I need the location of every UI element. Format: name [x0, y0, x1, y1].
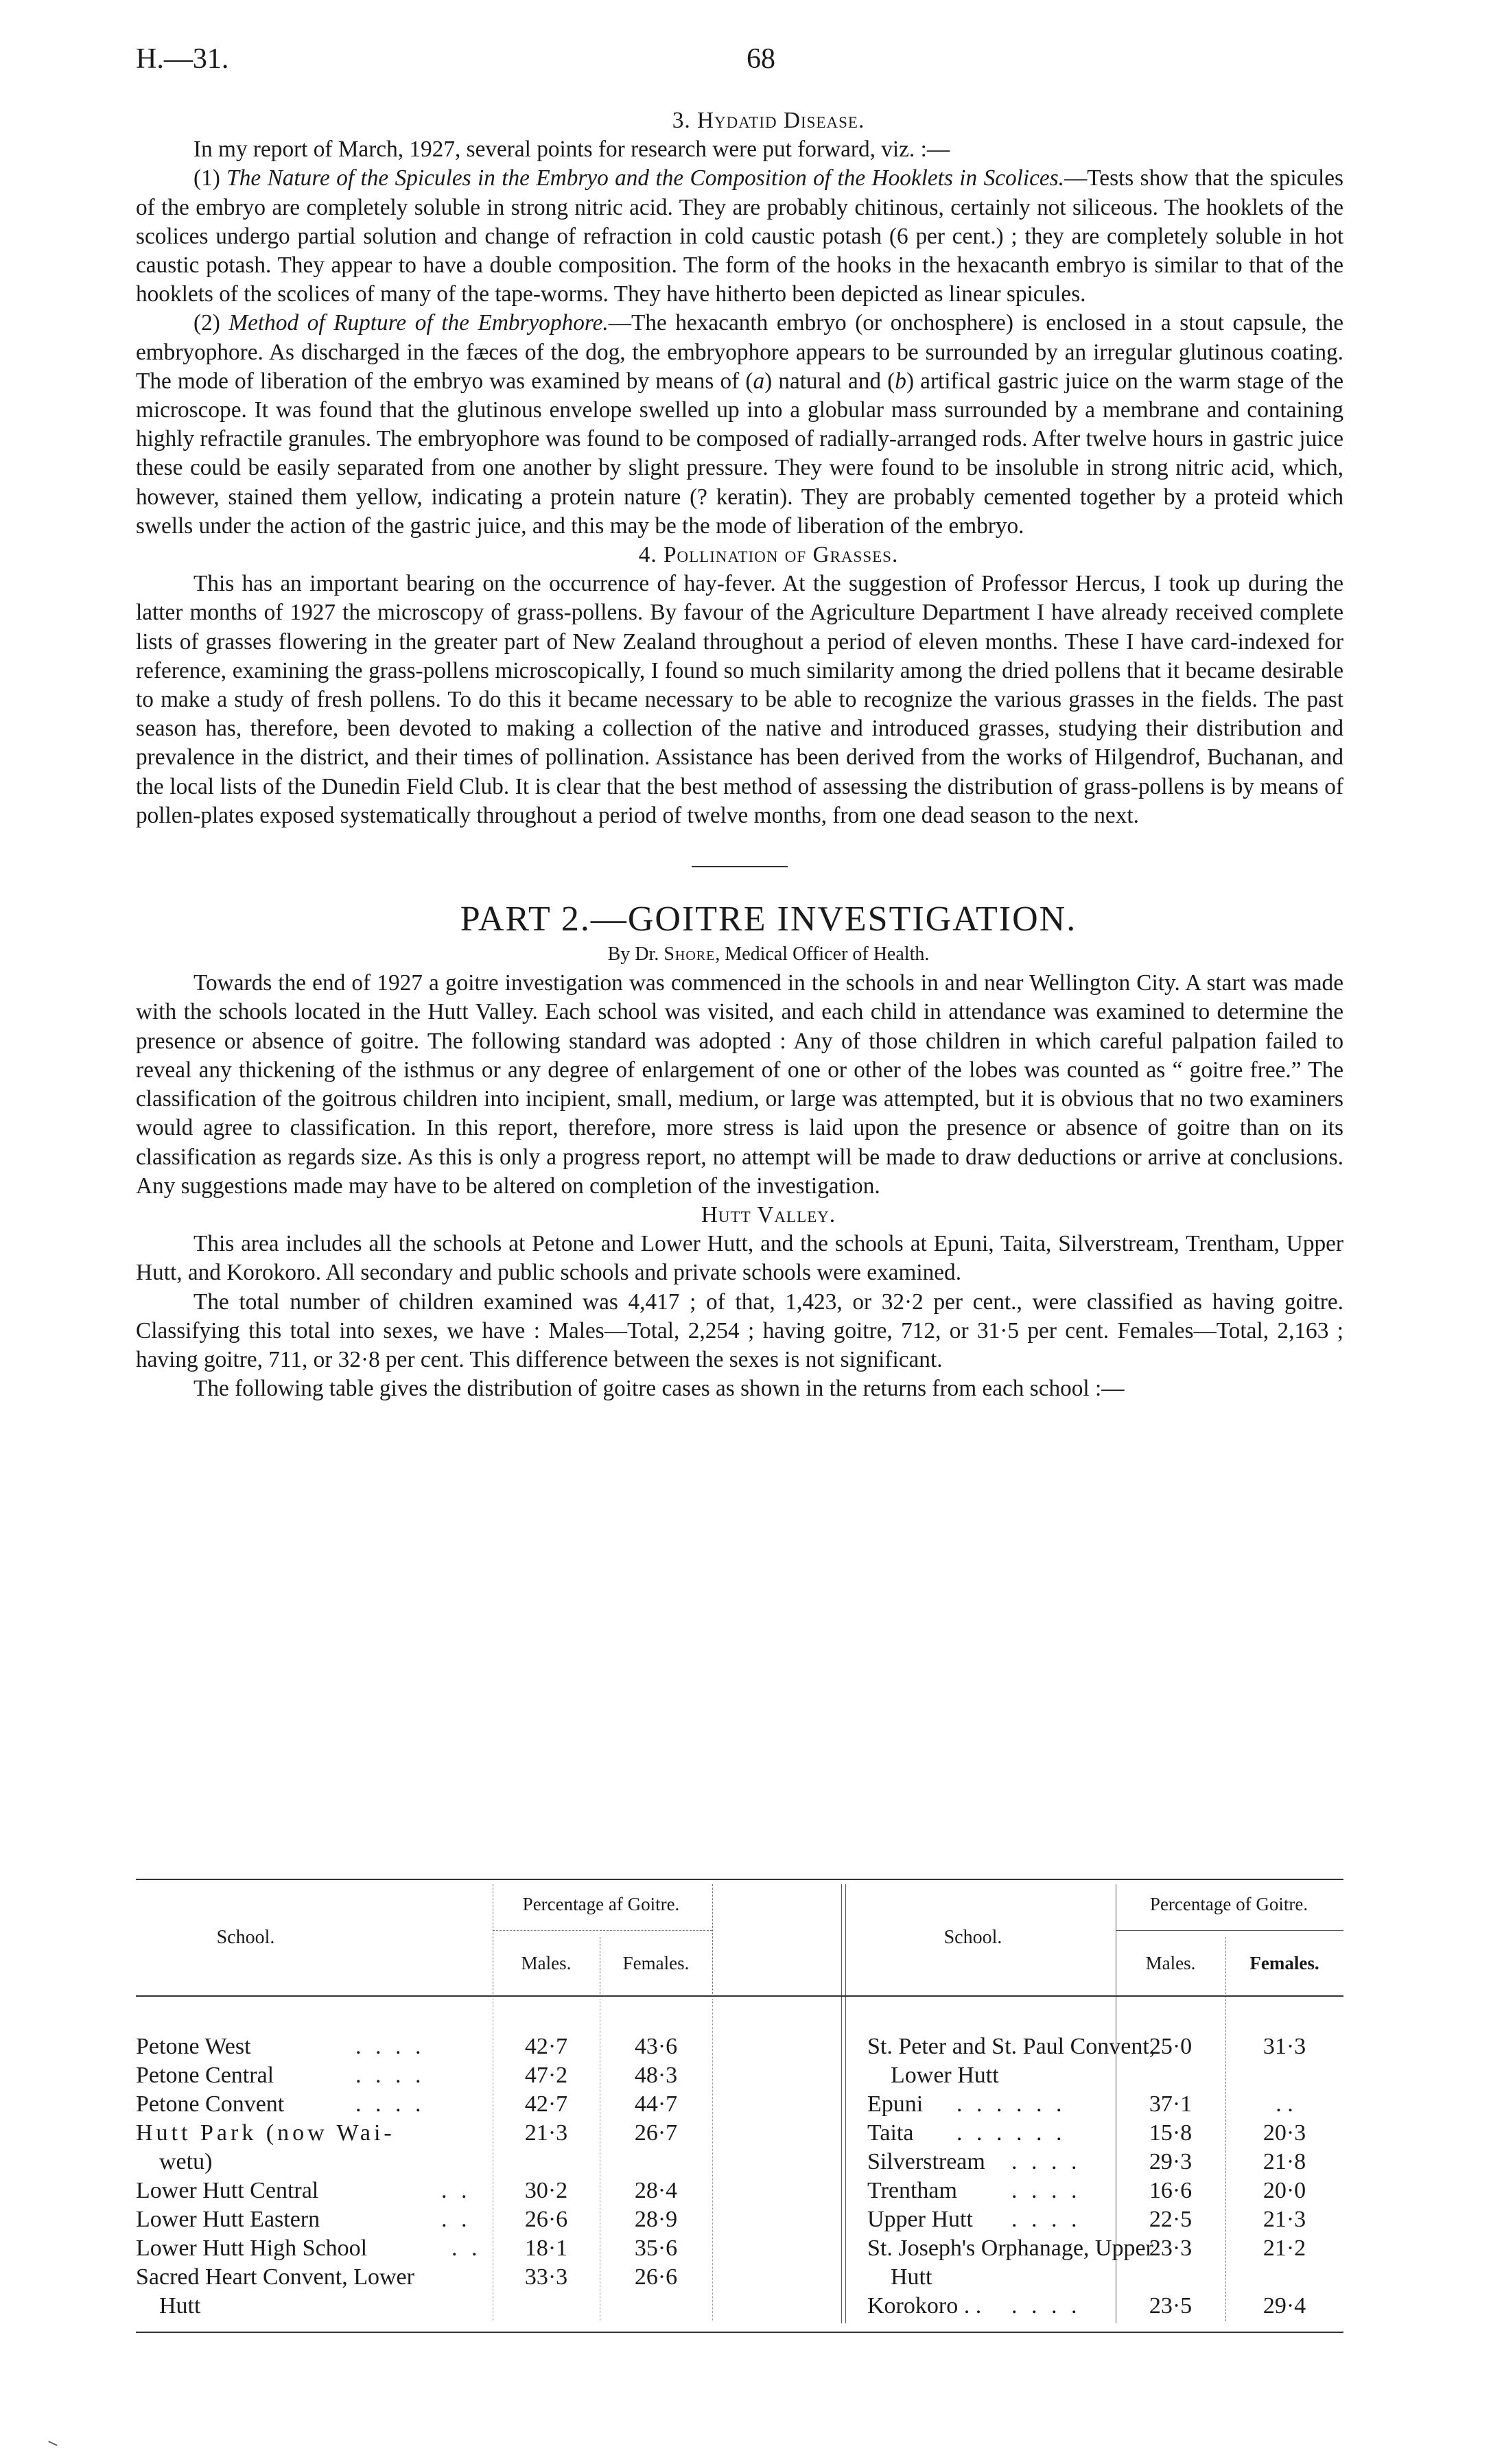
school-name: Epuni [867, 2091, 924, 2117]
school-name: Petone Convent [136, 2091, 285, 2117]
females-value: 31·3 [1263, 2034, 1306, 2059]
school-name: Lower Hutt Central [136, 2178, 319, 2203]
school-name: Upper Hutt [867, 2207, 973, 2232]
point-2-text-a: —The hexacanth embryo (or onchosphere) is enclosed in a stout capsule, the embryophore. As discharged in the fæces of the dog, the embryophore appears to be surrounded by an irregular glutinous coating. The mode of liberation of the embryo was examined by means of ( [136, 310, 1343, 394]
point-1-text: —Tests show that the spicules of the embryo are completely soluble in strong nitric acid. They are probably chitinous, certainly not siliceous. The hooklets of the scolices undergo partial solution and change of refraction in cold caustic potash (6 per cent.) ; they are completely soluble in hot caustic potash. They appear to have a double composition. The form of the hooks in the hexacanth embryo is similar to that of the hooklets of the scolices of many of the tape-worms. They have hitherto been depicted as linear spicules. [136, 165, 1344, 307]
page-header [136, 43, 1343, 84]
table-bottom-rule [136, 2332, 1343, 2333]
report-reference: H.—31. [136, 43, 229, 75]
males-value: 25·0 [1149, 2034, 1193, 2059]
females-value: 20·3 [1263, 2120, 1306, 2146]
left-males-header: Males. [521, 1953, 572, 1973]
school-name: Petone Central [136, 2063, 274, 2088]
school-name: Taita [867, 2120, 914, 2146]
point-2-number: (2) [193, 310, 229, 336]
school-name: Hutt [159, 2293, 201, 2319]
page-number: 68 [747, 43, 775, 75]
males-value: 42·7 [524, 2091, 568, 2117]
females-value: 26·6 [634, 2264, 678, 2290]
school-name: Korokoro . . [867, 2293, 982, 2319]
leader-dots: . . . . [1011, 2149, 1081, 2174]
body-text [136, 106, 1343, 1403]
females-value: 44·7 [634, 2091, 678, 2117]
school-name: Trentham [867, 2178, 957, 2203]
left-pct-subrule [493, 1930, 712, 1931]
right-school-header: School. [943, 1927, 1002, 1948]
right-gender-divider [1225, 1937, 1226, 2321]
leader-dots: . . . . . . [956, 2091, 1066, 2117]
males-value: 33·3 [524, 2264, 568, 2290]
school-name: St. Peter and St. Paul Convent, [867, 2034, 1155, 2059]
byline [136, 940, 1343, 969]
point-2-text-c: ) artifical gastric juice on the warm stage of the microscope. It was found that the glutinous envelope swelled up into a globular mass surrounded by a membrane and containing highly refractile granules. The embryophore was found to be composed of radially-arranged rods. After twelve hours in gastric juice these could be easily separated from one another by slight pressure. They were found to be insoluble in strong nitric acid, which, however, stained them yellow, indicating a protein nature (? keratin). They are probably cemented together by a proteid which swells under the action of the gastric juice, and this may be the mode of liberation of the embryo. [136, 368, 1344, 539]
left-pct-header: Percentage af Goitre. [522, 1894, 680, 1914]
table-top-rule [136, 1879, 1343, 1880]
section-heading-hutt-valley: Hutt Valley. [701, 1201, 836, 1228]
pollination-text: This has an important bearing on the occurrence of hay-fever. At the suggestion of Professor Hercus, I took up during the latter months of 1927 the microscopy of grass-pollens. By favour of the Agriculture Department I have already received complete lists of grasses flowering in the greater part of New Zealand throughout a period of eleven months. These I have card-indexed for reference, examining the grass-pollens microscopically, I found so much similarity among the dried pollens that it became desirable to make a study of fresh pollens. To do this it became necessary to be able to recognize the various grasses in the fields. The past season has, therefore, been devoted to making a collection of the native and introduced grasses, studying their distribution and prevalence in the district, and their times of pollination. Assistance has been derived from the works of Hilgendrof, Buchanan, and the local lists of the Dunedin Field Club. It is clear that the best method of assessing the distribution of grass-pollens is by means of pollen-plates exposed systematically throughout a period of twelve months, from one dead season to the next. [136, 571, 1343, 828]
point-1-number: (1) [193, 165, 227, 191]
females-value: 28·9 [634, 2207, 678, 2232]
school-name: Lower Hutt Eastern [136, 2207, 320, 2232]
school-name: Lower Hutt High School [136, 2236, 368, 2261]
males-value: 29·3 [1149, 2149, 1193, 2174]
leader-dots: . . . . [1011, 2178, 1081, 2203]
goitre-table [136, 1879, 1343, 2325]
females-value: 21·2 [1263, 2236, 1306, 2261]
school-name: Hutt Park (now Wai- [136, 2120, 395, 2146]
hydatid-point-2 [136, 309, 1343, 541]
females-value: 29·4 [1263, 2293, 1306, 2319]
hydatid-intro: In my report of March, 1927, several points for research were put forward, viz. :— [193, 137, 950, 163]
leader-dots: . . [451, 2236, 482, 2261]
school-name: Silverstream [867, 2149, 985, 2174]
point-2-title: Method of Rupture of the Embryophore. [228, 310, 609, 336]
hutt-paragraph-2: The total number of children examined was 4,417 ; of that, 1,423, or 32·2 per cent., were classified as having goitre. Classifying this total into sexes, we have : Males—Total, 2,254 ; having goitre, 712, or 31·5 per cent. Females—Total, 2,163 ; having goitre, 711, or 32·8 per cent. This difference between the sexes is not significant. [136, 1289, 1343, 1372]
males-value: 16·6 [1149, 2178, 1193, 2203]
left-school-header: School. [216, 1927, 275, 1948]
table-header-rule [136, 1995, 1343, 1997]
school-name: Petone West [136, 2034, 251, 2059]
hutt-paragraph-1: This area includes all the schools at Petone and Lower Hutt, and the schools at Epuni, Taita, Silverstream, Trentham, Upper Hutt, and Korokoro. All secondary and public schools and private schools were examined. [136, 1231, 1343, 1286]
right-pct-subrule [1116, 1930, 1343, 1931]
left-end-column-rule [712, 1999, 713, 2321]
leader-dots: . . . . [355, 2034, 425, 2059]
point-1-title: The Nature of the Spicules in the Embryo and the Composition of the Hooklets in Scolices. [226, 165, 1064, 191]
school-name: Sacred Heart Convent, Lower [136, 2264, 414, 2290]
females-value: 26·7 [634, 2120, 678, 2146]
right-pct-header: Percentage of Goitre. [1149, 1894, 1308, 1914]
females-value: 21·8 [1263, 2149, 1306, 2174]
school-name: wetu) [159, 2149, 213, 2174]
point-2-text-b: ) natural and ( [764, 368, 895, 394]
males-value: 23·3 [1149, 2236, 1193, 2261]
females-value: 28·4 [634, 2178, 678, 2203]
females-value: 35·6 [634, 2236, 678, 2261]
males-value: 37·1 [1149, 2091, 1193, 2117]
byline-suffix: , Medical Officer of Health. [715, 943, 930, 965]
point-2-a: a [753, 368, 765, 394]
center-divider-1 [841, 1884, 842, 2323]
part-2-title: PART 2.—GOITRE INVESTIGATION. [460, 900, 1077, 939]
males-value: 42·7 [524, 2034, 568, 2059]
males-value: 21·3 [524, 2120, 568, 2146]
school-name: Lower Hutt [891, 2063, 999, 2088]
byline-name: Shore [664, 943, 716, 965]
byline-prefix: By Dr. [607, 943, 664, 965]
section-divider [692, 866, 788, 867]
females-value: 48·3 [634, 2063, 678, 2088]
scan-mark [48, 2441, 58, 2446]
school-name: St. Joseph's Orphanage, Upper [867, 2236, 1153, 2261]
females-value: . . [1276, 2091, 1293, 2117]
females-value: 21·3 [1263, 2207, 1306, 2232]
section-heading-hydatid: 3. Hydatid Disease. [672, 108, 865, 133]
leader-dots: . . [441, 2207, 471, 2232]
males-value: 26·6 [524, 2207, 568, 2232]
center-divider-2 [845, 1884, 846, 2323]
males-value: 30·2 [524, 2178, 568, 2203]
males-value: 22·5 [1149, 2207, 1193, 2232]
leader-dots: . . . . [1011, 2293, 1081, 2319]
leader-dots: . . . . [355, 2091, 425, 2117]
males-value: 18·1 [524, 2236, 568, 2261]
leader-dots: . . . . . . [956, 2120, 1066, 2146]
hutt-paragraph-3: The following table gives the distribution of goitre cases as shown in the returns from each school :— [193, 1376, 1125, 1402]
right-females-header: Females. [1249, 1953, 1319, 1973]
females-value: 20·0 [1263, 2178, 1306, 2203]
section-heading-pollination: 4. Pollination of Grasses. [638, 542, 899, 568]
goitre-intro: Towards the end of 1927 a goitre investigation was commenced in the schools in and near Wellington City. A start was made with the schools located in the Hutt Valley. Each school was visited, and each child in attendance was examined to determine the presence or absence of goitre. The following standard was adopted : Any of those children in which careful palpation failed to reveal any thickening of the isthmus or any degree of enlargement of one or other of the lobes was counted as “ goitre free.” The classification of the goitrous children into incipient, small, medium, or large was attempted, but it is obvious that no two examiners would agree to classification. In this report, therefore, more stress is laid upon the presence or absence of goitre than on its classification as regards size. As this is only a progress report, no attempt will be made to draw deductions or arrive at conclusions. Any suggestions made may have to be altered on completion of the investigation. [136, 970, 1343, 1199]
leader-dots: . . . . [355, 2063, 425, 2088]
males-value: 23·5 [1149, 2293, 1193, 2319]
right-males-header: Males. [1145, 1953, 1196, 1973]
leader-dots: . . [441, 2178, 471, 2203]
leader-dots: . . . . [1011, 2207, 1081, 2232]
point-2-b: b [895, 368, 906, 394]
females-value: 43·6 [634, 2034, 678, 2059]
left-pct-dashed-right [712, 1884, 713, 1994]
males-value: 47·2 [524, 2063, 568, 2088]
school-name: Hutt [891, 2264, 932, 2290]
males-value: 15·8 [1149, 2120, 1193, 2146]
left-females-header: Females. [622, 1953, 690, 1973]
hydatid-point-1 [136, 164, 1343, 309]
